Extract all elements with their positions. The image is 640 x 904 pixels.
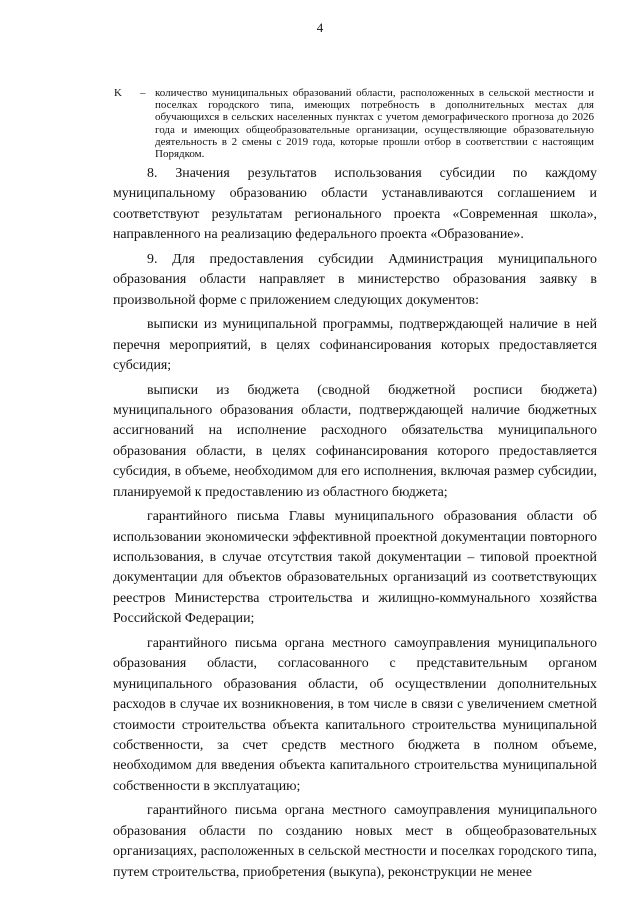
list-item-new-places-letter: гарантийного письма органа местного самоуправления муниципального образования области по созданию новых мест в общеобразовательных организациях, расположенных в сельской местности и поселках городского типа, путем строительства, приобретения (выкупа), реконструкции не менее bbox=[113, 803, 597, 880]
variable-symbol: K bbox=[114, 87, 122, 99]
paragraph-8: 8. Значения результатов использования субсидии по каждому муниципальному образованию области устанавливаются соглашением и соответствуют результатам регионального проекта «Современная школа», направленного на реализацию федерального проекта «Образование». bbox=[113, 166, 597, 243]
formula-variable-definition bbox=[114, 87, 594, 160]
list-item-additional-expenses-letter: гарантийного письма органа местного самоуправления муниципального образования области, согласованного с представительным органом муниципального образования области, об осуществлении дополнительных расходов в случае их возникновения, в том числе в связи с увеличением сметной стоимости строительства объекта капитального строительства муниципальной собственности, за счет средств местного бюджета в полном объеме, необходимом для введения объекта капитального строительства муниципальной собственности в эксплуатацию; bbox=[113, 635, 597, 794]
paragraph-9: 9. Для предоставления субсидии Администрация муниципального образования области направляет в министерство образования заявку в произвольной форме с приложением следующих документов: bbox=[113, 251, 597, 308]
list-item-program-extract: выписки из муниципальной программы, подтверждающей наличие в ней перечня мероприятий, в целях софинансирования которых предоставляется субсидия; bbox=[113, 317, 597, 374]
page-number: 4 bbox=[316, 20, 324, 35]
definition-dash: – bbox=[140, 87, 146, 99]
list-item-head-guarantee-letter: гарантийного письма Главы муниципального образования области об использовании экономически эффективной проектной документации повторного использования, в случае отсутствия такой документации – типовой проектной документации для объектов образовательных организаций из соответствующих реестров Министерства строительства и жилищно-коммунального хозяйства Российской Федерации; bbox=[113, 509, 597, 627]
list-item-budget-extract: выписки из бюджета (сводной бюджетной росписи бюджета) муниципального образования области, подтверждающей наличие бюджетных ассигнований на исполнение расходного обязательства муниципального образования области, в целях софинансирования которого предоставляется субсидия, в объеме, необходимом для его исполнения, включая размер субсидии, планируемой к предоставлению из областного бюджета; bbox=[113, 382, 597, 500]
document-body bbox=[113, 164, 597, 887]
variable-description: количество муниципальных образований области, расположенных в сельской местности и поселках городского типа, имеющих потребность в дополнительных местах для обучающихся в сельских населенных пунктах с учетом демографического прогноза до 2026 года и имеющих общеобразовательные организации, осуществляющие образовательную деятельность в 2 смены с 2019 года, которые прошли отбор в соответствии с настоящим Порядком. bbox=[155, 87, 594, 161]
